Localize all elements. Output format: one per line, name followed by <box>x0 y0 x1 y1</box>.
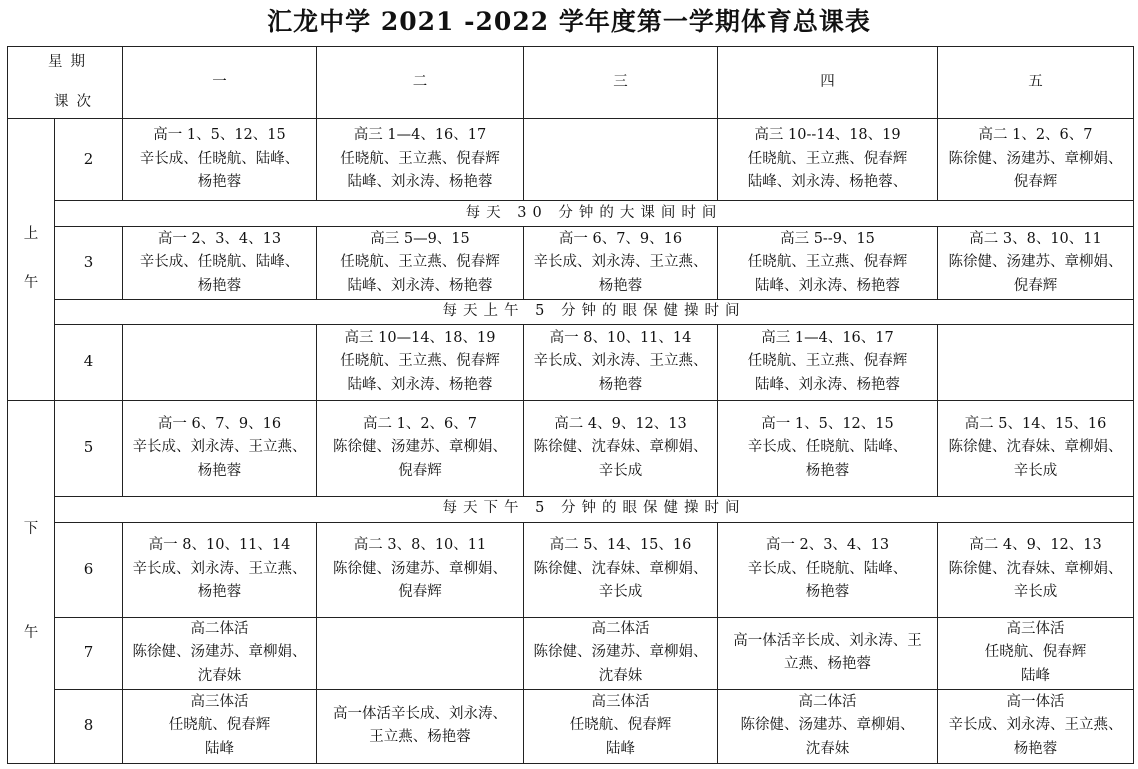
class-cell: 高一 8、10、11、14 辛长成、刘永涛、王立燕、 杨艳蓉 <box>524 324 718 400</box>
class-cell: 高二 5、14、15、16 陈徐健、沈春妹、章柳娟、 辛长成 <box>938 400 1134 496</box>
day-header-thu: 四 <box>718 47 938 119</box>
pm-eye-exercise-banner: 每天下午 5 分钟的眼保健操时间 <box>55 496 1134 522</box>
segment-char: 午 <box>23 275 39 292</box>
class-cell-empty <box>317 617 524 689</box>
schedule-table <box>7 46 1134 764</box>
table-row <box>8 522 1134 617</box>
class-cell: 高三 10—14、18、19 任晓航、王立燕、倪春辉 陆峰、刘永涛、杨艳蓉 <box>317 324 524 400</box>
period-cell: 6 <box>55 522 123 617</box>
class-cell: 高一体活辛长成、刘永涛、 王立燕、杨艳蓉 <box>317 689 524 763</box>
table-row <box>8 689 1134 763</box>
table-row <box>8 617 1134 689</box>
class-cell-empty <box>938 324 1134 400</box>
class-cell: 高二 4、9、12、13 陈徐健、沈春妹、章柳娟、 辛长成 <box>938 522 1134 617</box>
big-break-banner: 每天 30 分钟的大课间时间 <box>55 201 1134 227</box>
class-cell: 高三 5--9、15 任晓航、王立燕、倪春辉 陆峰、刘永涛、杨艳蓉 <box>718 227 938 300</box>
am-eye-exercise-banner: 每天上午 5 分钟的眼保健操时间 <box>55 300 1134 325</box>
class-cell: 高一 1、5、12、15 辛长成、任晓航、陆峰、 杨艳蓉 <box>123 119 317 201</box>
period-cell: 7 <box>55 617 123 689</box>
class-cell: 高二体活 陈徐健、汤建苏、章柳娟、 沈春妹 <box>524 617 718 689</box>
table-row <box>8 400 1134 496</box>
page-title: 汇龙中学 2021 -2022 学年度第一学期体育总课表 <box>267 7 871 36</box>
class-cell-empty <box>524 119 718 201</box>
class-cell: 高二 3、8、10、11 陈徐健、汤建苏、章柳娟、 倪春辉 <box>938 227 1134 300</box>
class-cell: 高二 1、2、6、7 陈徐健、汤建苏、章柳娟、 倪春辉 <box>938 119 1134 201</box>
period-cell: 8 <box>55 689 123 763</box>
segment-char: 午 <box>23 624 39 641</box>
class-cell: 高一 1、5、12、15 辛长成、任晓航、陆峰、 杨艳蓉 <box>718 400 938 496</box>
table-row <box>8 227 1134 300</box>
class-cell: 高二 1、2、6、7 陈徐健、汤建苏、章柳娟、 倪春辉 <box>317 400 524 496</box>
segment-morning <box>8 119 55 401</box>
segment-afternoon <box>8 400 55 763</box>
class-cell: 高二体活 陈徐健、汤建苏、章柳娟、 沈春妹 <box>718 689 938 763</box>
class-cell: 高三 10--14、18、19 任晓航、王立燕、倪春辉 陆峰、刘永涛、杨艳蓉、 <box>718 119 938 201</box>
day-header-wed: 三 <box>524 47 718 119</box>
break-row <box>8 300 1134 325</box>
week-label: 星期 <box>48 54 93 70</box>
segment-char: 上 <box>23 225 39 242</box>
class-cell: 高一 2、3、4、13 辛长成、任晓航、陆峰、 杨艳蓉 <box>718 522 938 617</box>
period-cell: 2 <box>55 119 123 201</box>
day-header-tue: 二 <box>317 47 524 119</box>
table-row <box>8 119 1134 201</box>
table-row <box>8 324 1134 400</box>
day-header-fri: 五 <box>938 47 1134 119</box>
class-cell: 高一 2、3、4、13 辛长成、任晓航、陆峰、 杨艳蓉 <box>123 227 317 300</box>
class-cell: 高三体活 任晓航、倪春辉 陆峰 <box>123 689 317 763</box>
segment-char: 下 <box>23 521 39 537</box>
class-cell-empty <box>123 324 317 400</box>
period-cell: 5 <box>55 400 123 496</box>
header-row <box>8 47 1134 119</box>
period-label: 课次 <box>54 93 99 110</box>
break-row <box>8 496 1134 522</box>
break-row <box>8 201 1134 227</box>
class-cell: 高一体活 辛长成、刘永涛、王立燕、 杨艳蓉 <box>938 689 1134 763</box>
class-cell: 高二体活 陈徐健、汤建苏、章柳娟、 沈春妹 <box>123 617 317 689</box>
day-header-mon: 一 <box>123 47 317 119</box>
class-cell: 高三 1—4、16、17 任晓航、王立燕、倪春辉 陆峰、刘永涛、杨艳蓉 <box>317 119 524 201</box>
class-cell: 高一 6、7、9、16 辛长成、刘永涛、王立燕、 杨艳蓉 <box>123 400 317 496</box>
class-cell: 高一 8、10、11、14 辛长成、刘永涛、王立燕、 杨艳蓉 <box>123 522 317 617</box>
class-cell: 高二 5、14、15、16 陈徐健、沈春妹、章柳娟、 辛长成 <box>524 522 718 617</box>
period-cell: 4 <box>55 324 123 400</box>
class-cell: 高三 1—4、16、17 任晓航、王立燕、倪春辉 陆峰、刘永涛、杨艳蓉 <box>718 324 938 400</box>
class-cell: 高一体活辛长成、刘永涛、王 立燕、杨艳蓉 <box>718 617 938 689</box>
class-cell: 高三 5—9、15 任晓航、王立燕、倪春辉 陆峰、刘永涛、杨艳蓉 <box>317 227 524 300</box>
period-cell: 3 <box>55 227 123 300</box>
header-corner-cell <box>8 47 123 119</box>
class-cell: 高一 6、7、9、16 辛长成、刘永涛、王立燕、 杨艳蓉 <box>524 227 718 300</box>
class-cell: 高三体活 任晓航、倪春辉 陆峰 <box>524 689 718 763</box>
class-cell: 高三体活 任晓航、倪春辉 陆峰 <box>938 617 1134 689</box>
class-cell: 高二 3、8、10、11 陈徐健、汤建苏、章柳娟、 倪春辉 <box>317 522 524 617</box>
class-cell: 高二 4、9、12、13 陈徐健、沈春妹、章柳娟、 辛长成 <box>524 400 718 496</box>
